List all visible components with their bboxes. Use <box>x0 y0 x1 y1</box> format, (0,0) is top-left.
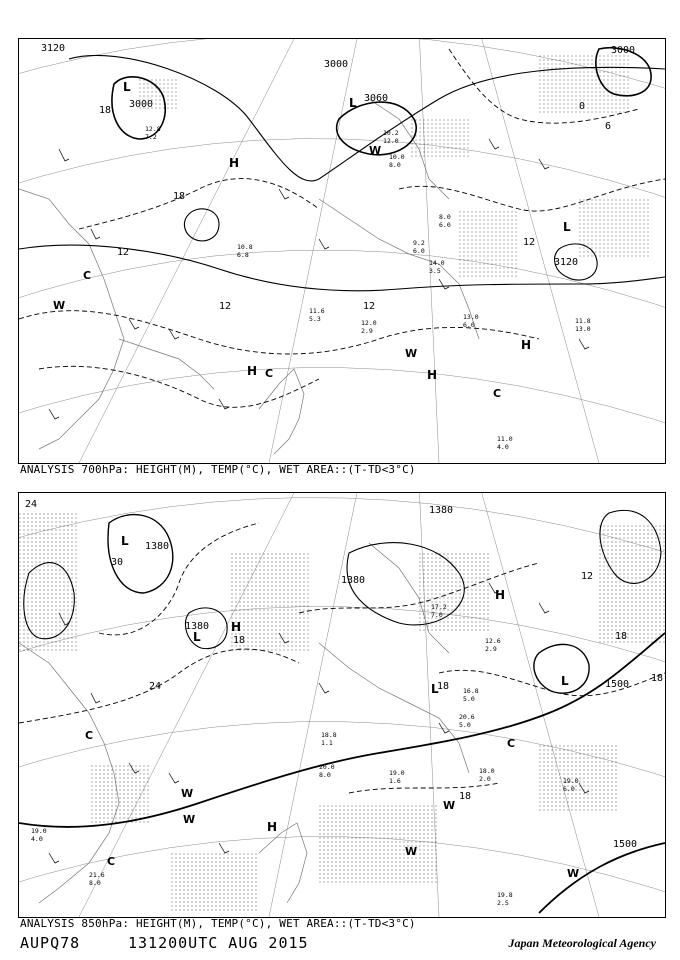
svg-text:12.0: 12.0 <box>383 137 399 145</box>
temp-label: 12 <box>523 237 536 248</box>
height-label: 1380 <box>145 541 170 552</box>
svg-text:17.2: 17.2 <box>431 603 447 611</box>
svg-text:6.0: 6.0 <box>413 247 425 255</box>
low-center: L <box>349 96 357 110</box>
agency-name: Japan Meteorological Agency <box>508 936 656 950</box>
high-center: H <box>521 338 532 352</box>
warm-marker: W <box>53 299 66 312</box>
height-label: 1500 <box>605 679 630 690</box>
low-center: L <box>561 674 569 688</box>
warm-marker: W <box>405 845 418 858</box>
svg-text:12.8: 12.8 <box>145 125 161 133</box>
low-center: L <box>121 534 129 548</box>
cold-marker: C <box>83 269 92 282</box>
svg-text:18.8: 18.8 <box>321 731 337 739</box>
cold-marker: C <box>265 367 274 380</box>
warm-marker: W <box>567 867 580 880</box>
svg-text:10.2: 10.2 <box>383 129 399 137</box>
temp-label: 18 <box>233 635 246 646</box>
svg-text:19.0: 19.0 <box>31 827 47 835</box>
svg-text:19.0: 19.0 <box>563 777 579 785</box>
svg-text:11.8: 11.8 <box>575 317 591 325</box>
svg-text:6.0: 6.0 <box>563 785 575 793</box>
high-center: H <box>229 156 240 170</box>
warm-marker: W <box>443 799 456 812</box>
svg-text:8.0: 8.0 <box>319 771 331 779</box>
temp-label: 24 <box>25 499 38 510</box>
svg-text:10.0: 10.0 <box>389 153 405 161</box>
low-center: L <box>431 682 439 696</box>
svg-text:1.6: 1.6 <box>389 777 401 785</box>
svg-text:20.6: 20.6 <box>459 713 475 721</box>
temp-label: 18 <box>459 791 472 802</box>
svg-text:5.0: 5.0 <box>463 695 475 703</box>
svg-text:10.8: 10.8 <box>237 243 253 251</box>
high-center: H <box>495 588 506 602</box>
warm-marker: W <box>181 787 194 800</box>
map-panel-700hpa <box>18 38 666 464</box>
svg-text:21.6: 21.6 <box>89 871 105 879</box>
svg-text:7.0: 7.0 <box>431 611 443 619</box>
cold-marker: C <box>107 855 116 868</box>
high-center: H <box>267 820 278 834</box>
svg-text:19.0: 19.0 <box>389 769 405 777</box>
temp-label: 6 <box>605 121 612 132</box>
cold-marker: C <box>493 387 502 400</box>
svg-text:18.0: 18.0 <box>479 767 495 775</box>
height-label: 3120 <box>41 43 66 54</box>
low-center: L <box>123 80 131 94</box>
svg-text:13.0: 13.0 <box>575 325 591 333</box>
height-label: 3120 <box>554 257 579 268</box>
svg-text:12.0: 12.0 <box>361 319 377 327</box>
svg-text:2.5: 2.5 <box>497 899 509 907</box>
svg-text:1.1: 1.1 <box>321 739 333 747</box>
svg-text:5.3: 5.3 <box>309 315 321 323</box>
temp-label: 12 <box>219 301 232 312</box>
temp-label: 18 <box>437 681 450 692</box>
chart-850hpa <box>19 493 665 917</box>
chart-valid-time: 131200UTC AUG 2015 <box>128 934 309 952</box>
height-label: 1500 <box>613 839 638 850</box>
high-center: H <box>231 620 242 634</box>
high-center: H <box>427 368 438 382</box>
temp-label: 12 <box>117 247 130 258</box>
temp-label: 18 <box>173 191 186 202</box>
svg-text:13.0: 13.0 <box>463 313 479 321</box>
chart-700hpa <box>19 39 665 463</box>
temp-label: 30 <box>111 557 124 568</box>
svg-text:8.0: 8.0 <box>439 213 451 221</box>
svg-text:6.8: 6.8 <box>237 251 249 259</box>
height-label: 1380 <box>185 621 210 632</box>
temp-label: 0 <box>579 101 586 112</box>
svg-text:5.0: 5.0 <box>459 721 471 729</box>
svg-text:4.0: 4.0 <box>31 835 43 843</box>
svg-text:7.2: 7.2 <box>145 133 157 141</box>
height-label: 3060 <box>364 93 389 104</box>
height-label: 3000 <box>129 99 154 110</box>
low-center: L <box>193 630 201 644</box>
cold-marker: C <box>85 729 94 742</box>
svg-text:14.0: 14.0 <box>429 259 445 267</box>
svg-text:12.6: 12.6 <box>485 637 501 645</box>
warm-marker: W <box>405 347 418 360</box>
temp-label: 18 <box>651 673 664 684</box>
low-center: L <box>563 220 571 234</box>
warm-marker: W <box>369 144 382 157</box>
svg-text:9.2: 9.2 <box>413 239 425 247</box>
temp-label: 18 <box>615 631 628 642</box>
height-label: 1380 <box>341 575 366 586</box>
station-obs <box>145 125 591 451</box>
chart-code: AUPQ78 <box>20 934 81 952</box>
svg-text:19.8: 19.8 <box>497 891 513 899</box>
map-panel-850hpa <box>18 492 666 918</box>
svg-text:8.0: 8.0 <box>389 161 401 169</box>
cold-marker: C <box>507 737 516 750</box>
temp-label: 24 <box>149 681 162 692</box>
svg-text:4.0: 4.0 <box>497 443 509 451</box>
height-label: 3000 <box>324 59 349 70</box>
temp-label: 18 <box>99 105 112 116</box>
height-label: 3000 <box>611 45 636 56</box>
height-label: 1380 <box>429 505 454 516</box>
warm-marker: W <box>183 813 196 826</box>
svg-text:2.9: 2.9 <box>361 327 373 335</box>
high-center: H <box>247 364 258 378</box>
temp-label: 12 <box>363 301 376 312</box>
svg-text:3.5: 3.5 <box>429 267 441 275</box>
svg-text:11.6: 11.6 <box>309 307 325 315</box>
svg-text:6.0: 6.0 <box>439 221 451 229</box>
caption-700hpa: ANALYSIS 700hPa: HEIGHT(M), TEMP(°C), WET AREA::(T-TD<3°C) <box>20 463 416 476</box>
svg-text:6.0: 6.0 <box>463 321 475 329</box>
svg-text:2.9: 2.9 <box>485 645 497 653</box>
svg-text:20.0: 20.0 <box>319 763 335 771</box>
svg-text:8.0: 8.0 <box>89 879 101 887</box>
svg-text:11.0: 11.0 <box>497 435 513 443</box>
svg-text:16.8: 16.8 <box>463 687 479 695</box>
svg-text:2.0: 2.0 <box>479 775 491 783</box>
caption-850hpa: ANALYSIS 850hPa: HEIGHT(M), TEMP(°C), WET AREA::(T-TD<3°C) <box>20 917 416 930</box>
temp-label: 12 <box>581 571 594 582</box>
